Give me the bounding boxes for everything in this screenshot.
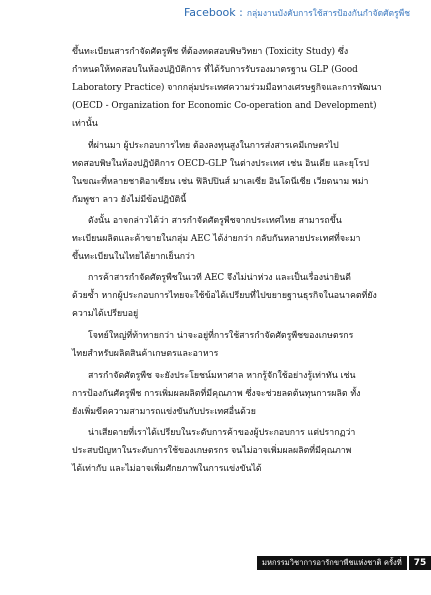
- text-line: (OECD - Organization for Economic Co-operation and Development): [72, 101, 377, 111]
- text-line: การค้าสารกำจัดศัตรูพืชในเวที AEC จึงไม่น่าห่วง และเป็นเรื่องน่ายินดี: [88, 273, 351, 283]
- facebook-header: [150, 6, 410, 22]
- text-line: ทดสอบพิษในห้องปฏิบัติการ OECD-GLP ในต่างประเทศ เช่น อินเดีย และยุโรป: [72, 159, 369, 169]
- text-line: โจทย์ใหญ่ที่ท้าทายกว่า น่าจะอยู่ที่การใช้สารกำจัดศัตรูพืชของเกษตรกร: [88, 331, 354, 341]
- text-line: ประสบปัญหาในระดับการใช้ของเกษตรกร จนไม่อาจเพิ่มผลผลิตที่มีคุณภาพ: [72, 446, 352, 456]
- text-line: ขึ้นทะเบียนสารกำจัดศัตรูพืช ที่ต้องทดสอบพิษวิทยา (Toxicity Study) ซึ่ง: [72, 47, 349, 57]
- page-number: 75: [409, 556, 431, 570]
- text-line: การป้องกันศัตรูพืช การเพิ่มผลผลิตที่มีคุณภาพ ซึ่งจะช่วยลดต้นทุนการผลิต ทั้ง: [72, 389, 361, 399]
- text-line: ได้เท่ากับ และไม่อาจเพิ่มศักยภาพในการแข่งขันได้: [72, 464, 262, 474]
- text-line: กัมพูชา ลาว ยังไม่มีข้อปฏิบัตินี้: [72, 195, 187, 205]
- text-line: สารกำจัดศัตรูพืช จะยังประโยชน์มหาศาล หากรู้จักใช้อย่างรู้เท่าทัน เช่น: [88, 371, 356, 381]
- footer-title: มหกรรมวิชาการอารักขาพืชแห่งชาติ ครั้งที่: [257, 556, 407, 570]
- text-line: ด้วยซ้ำ หากผู้ประกอบการไทยจะใช้ข้อได้เปรียบที่ไปขยายฐานธุรกิจในอนาคตที่ยัง: [72, 291, 377, 301]
- text-line: Laboratory Practice) จากกลุ่มประเทศความร่วมมือทางเศรษฐกิจและการพัฒนา: [72, 83, 382, 93]
- text-line: กำหนดให้ทดสอบในห้องปฏิบัติการ ที่ได้รับการรับรองมาตรฐาน GLP (Good: [72, 65, 358, 75]
- text-line: ดังนั้น อาจกล่าวได้ว่า สารกำจัดศัตรูพืชจากประเทศไทย สามารถขึ้น: [88, 216, 342, 226]
- text-line: ไทยสำหรับผลิตสินค้าเกษตรและอาหาร: [72, 349, 219, 359]
- text-line: ทะเบียนผลิตและค้าขายในกลุ่ม AEC ได้ง่ายกว่า กลับกันหลายประเทศที่จะมา: [72, 234, 361, 244]
- text-line: ยังเพิ่มขีดความสามารถแข่งขันกับประเทศอื่นด้วย: [72, 407, 256, 417]
- facebook-group-name: กลุ่มงานบังคับการใช้สารป้องกันกำจัดศัตรูพืช: [246, 9, 410, 19]
- facebook-label: Facebook :: [183, 6, 243, 19]
- text-line: ความได้เปรียบอยู่: [72, 309, 139, 319]
- text-line: น่าเสียดายที่เราได้เปรียบในระดับการค้าของผู้ประกอบการ แต่ปรากฏว่า: [88, 428, 356, 438]
- text-line: เท่านั้น: [72, 119, 98, 129]
- text-line: ขึ้นทะเบียนในไทยได้ยากเย็นกว่า: [72, 252, 195, 262]
- text-line: ในขณะที่หลายชาติอาเซียน เช่น ฟิลิปปินส์ มาเลเซีย อินโดนีเซีย เวียดนาม พม่า: [72, 177, 369, 187]
- page-footer: [257, 556, 431, 570]
- text-line: ที่ผ่านมา ผู้ประกอบการไทย ต้องลงทุนสูงในการส่งสารเคมีเกษตรไป: [88, 141, 339, 151]
